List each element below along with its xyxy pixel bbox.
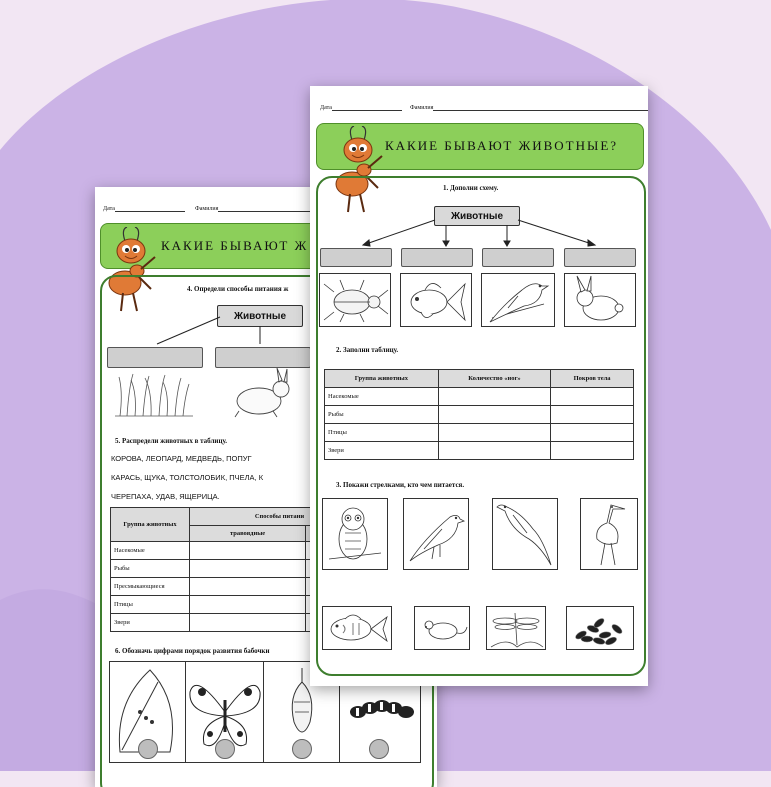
mouse-picture xyxy=(414,606,470,650)
goldfish-picture xyxy=(400,273,472,327)
row-label: Пресмыкающиеся xyxy=(111,578,190,596)
word-line-1: КОРОВА, ЛЕОПАРД, МЕДВЕДЬ, ПОПУГ xyxy=(111,454,252,463)
task-5-heading: 5. Распредели животных в таблицу. xyxy=(115,437,228,445)
rabbit-icon xyxy=(227,367,299,419)
col-header-ways: Способы питани xyxy=(190,508,370,526)
row-label: Птицы xyxy=(325,424,439,442)
row-label: Птицы xyxy=(111,596,190,614)
table-cell[interactable] xyxy=(190,560,306,578)
col-header-group: Группа животных xyxy=(111,508,190,542)
row-label: Насекомые xyxy=(111,542,190,560)
dragonfly-picture xyxy=(486,606,546,650)
answer-box-1[interactable] xyxy=(107,347,203,368)
table-cell[interactable] xyxy=(551,406,634,424)
order-number-circle[interactable] xyxy=(138,739,158,759)
table-row xyxy=(325,442,634,460)
word-line-3: ЧЕРЕПАХА, УДАВ, ЯЩЕРИЦА. xyxy=(111,492,220,501)
col-header-herbivores: травоядные xyxy=(190,526,306,542)
owl-picture xyxy=(322,498,388,570)
grass-icon xyxy=(115,372,195,417)
table-cell[interactable] xyxy=(551,442,634,460)
worksheet-front xyxy=(310,86,648,686)
scheme-root-node: Животные xyxy=(217,305,303,327)
stork-picture xyxy=(580,498,638,570)
table-row xyxy=(325,388,634,406)
task-4-heading: 4. Определи способы питания ж xyxy=(187,285,289,293)
beetle-picture xyxy=(319,273,391,327)
row-label: Рыбы xyxy=(325,406,439,424)
col-header-cover: Покров тела xyxy=(551,370,634,388)
dove-picture xyxy=(403,498,469,570)
scheme-root-node: Животные xyxy=(434,206,520,226)
answer-box-1[interactable] xyxy=(320,248,392,267)
table-row xyxy=(325,406,634,424)
row-label: Звери xyxy=(325,442,439,460)
animal-table xyxy=(324,369,634,460)
col-header-legs: Количество «ног» xyxy=(438,370,550,388)
table-cell[interactable] xyxy=(190,578,306,596)
answer-box-3[interactable] xyxy=(482,248,554,267)
table-cell[interactable] xyxy=(190,542,306,560)
order-number-circle[interactable] xyxy=(292,739,312,759)
table-cell[interactable] xyxy=(438,424,550,442)
animal-word-list xyxy=(111,449,263,506)
row-label: Звери xyxy=(111,614,190,632)
answer-box-4[interactable] xyxy=(564,248,636,267)
answer-box-2[interactable] xyxy=(215,347,311,368)
order-number-circle[interactable] xyxy=(215,739,235,759)
task-3-heading: 3. Покажи стрелками, кто чем питается. xyxy=(336,481,465,489)
date-label: Дата xyxy=(103,206,115,212)
table-cell[interactable] xyxy=(190,596,306,614)
page-title: КАКИЕ БЫВАЮТ Ж xyxy=(161,238,309,253)
page-title: КАКИЕ БЫВАЮТ ЖИВОТНЫЕ? xyxy=(385,138,619,153)
table-cell[interactable] xyxy=(551,388,634,406)
name-label: Фамилия xyxy=(410,105,434,111)
answer-box-2[interactable] xyxy=(401,248,473,267)
task-2-heading: 2. Заполни таблицу. xyxy=(336,346,399,354)
row-label: Насекомые xyxy=(325,388,439,406)
row-label: Рыбы xyxy=(111,560,190,578)
bird-picture xyxy=(481,273,555,327)
col-header-group: Группа животных xyxy=(325,370,439,388)
seeds-picture xyxy=(566,606,634,650)
table-cell[interactable] xyxy=(438,442,550,460)
word-line-2: КАРАСЬ, ЩУКА, ТОЛСТОЛОБИК, ПЧЕЛА, К xyxy=(111,473,264,482)
task-6-heading: 6. Обозначь цифрами порядок развития бабочки xyxy=(115,647,270,655)
table-row xyxy=(325,424,634,442)
oriole-picture xyxy=(492,498,558,570)
rabbit-picture xyxy=(564,273,636,327)
name-label: Фамилия xyxy=(195,206,219,212)
table-cell[interactable] xyxy=(190,614,306,632)
fish-picture xyxy=(322,606,392,650)
date-label: Дата xyxy=(320,105,332,111)
table-cell[interactable] xyxy=(551,424,634,442)
table-cell[interactable] xyxy=(438,388,550,406)
table-cell[interactable] xyxy=(438,406,550,424)
task-1-heading: 1. Дополни схему. xyxy=(443,184,499,192)
order-number-circle[interactable] xyxy=(369,739,389,759)
